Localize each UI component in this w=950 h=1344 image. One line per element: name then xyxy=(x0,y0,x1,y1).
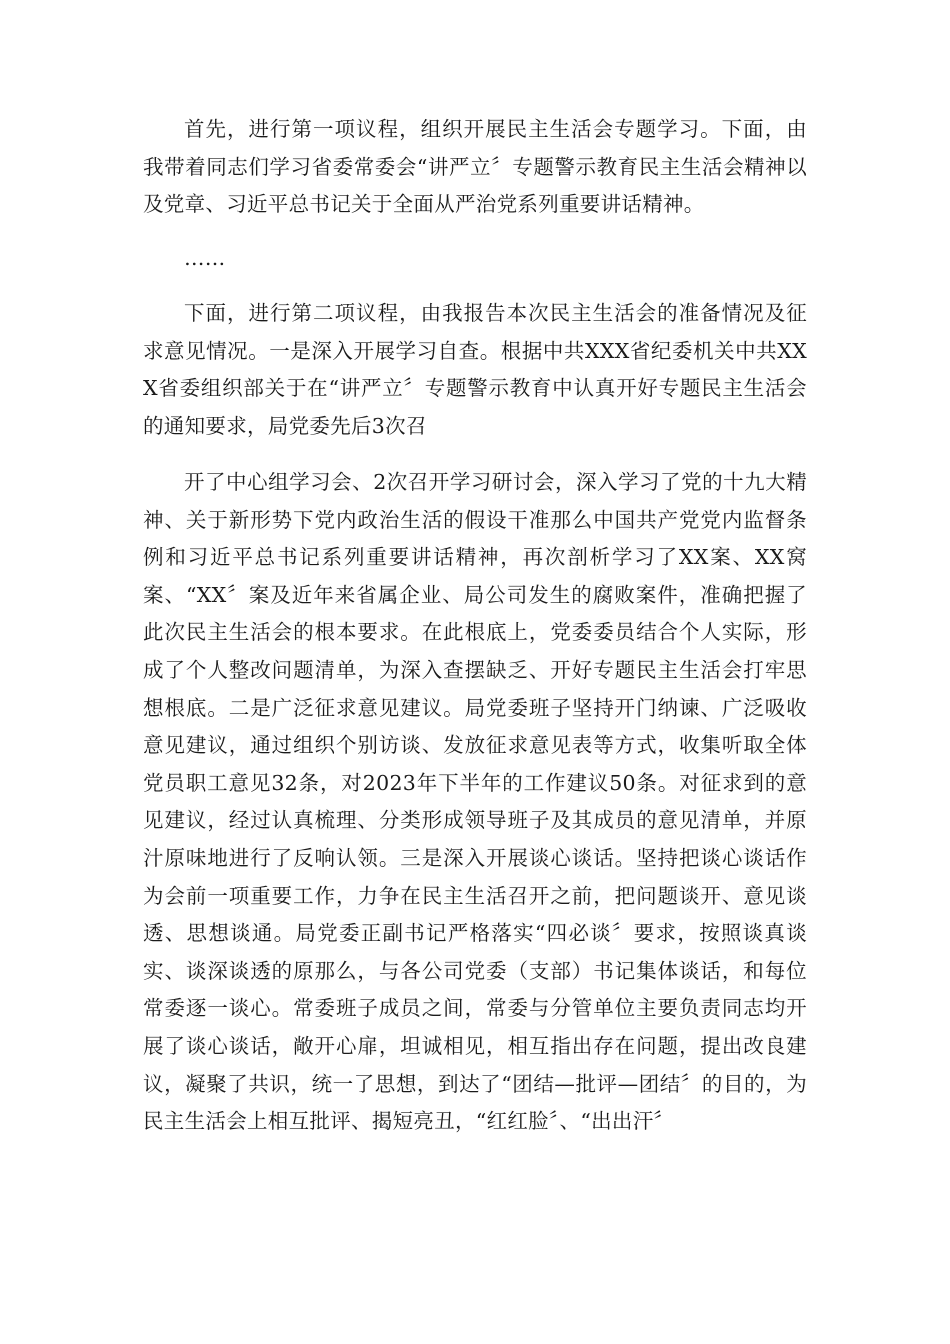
paragraph-preparation-details: 开了中心组学习会、2次召开学习研讨会，深入学习了党的十九大精神、关于新形势下党内政治生活的假设干准那么中国共产党党内监督条例和习近平总书记系列重要讲话精神，再次剖析学习了XX案、XX窝案、“XX〞案及近年来省属企业、局公司发生的腐败案件，准确把握了此次民主生活会的根本要求。在此根底上，党委委员结合个人实际，形成了个人整改问题清单，为深入查摆缺乏、开好专题民主生活会打牢思想根底。二是广泛征求意见建议。局党委班子坚持开门纳谏、广泛吸收意见建议，通过组织个别访谈、发放征求意见表等方式，收集听取全体党员职工意见32条，对2023年下半年的工作建议50条。对征求到的意见建议，经过认真梳理、分类形成领导班子及其成员的意见清单，并原汁原味地进行了反响认领。三是深入开展谈心谈话。坚持把谈心谈话作为会前一项重要工作，力争在民主生活召开之前，把问题谈开、意见谈透、思想谈通。局党委正副书记严格落实“四必谈〞要求，按照谈真谈实、谈深谈透的原那么，与各公司党委（支部）书记集体谈话，和每位常委逐一谈心。常委班子成员之间，常委与分管单位主要负责同志均开展了谈心谈话，敞开心扉，坦诚相见，相互指出存在问题，提出改良建议，凝聚了共识，统一了思想，到达了“团结—批评—团结〞的目的，为民主生活会上相互批评、揭短亮丑，“红红脸〞、“出出汗〞 xyxy=(143,470,807,1134)
paragraph-agenda-item-two: 下面，进行第二项议程，由我报告本次民主生活会的准备情况及征求意见情况。一是深入开展学习自查。根据中共XXX省纪委机关中共XXX省委组织部关于在“讲严立〞专题警示教育中认真开好专题民主生活会的通知要求，局党委先后3次召 xyxy=(143,301,807,438)
paragraph-agenda-item-one: 首先，进行第一项议程，组织开展民主生活会专题学习。下面，由我带着同志们学习省委常委会“讲严立〞专题警示教育民主生活会精神以及党章、习近平总书记关于全面从严治党系列重要讲话精神。 xyxy=(143,117,807,217)
paragraph-ellipsis: …… xyxy=(184,246,226,270)
